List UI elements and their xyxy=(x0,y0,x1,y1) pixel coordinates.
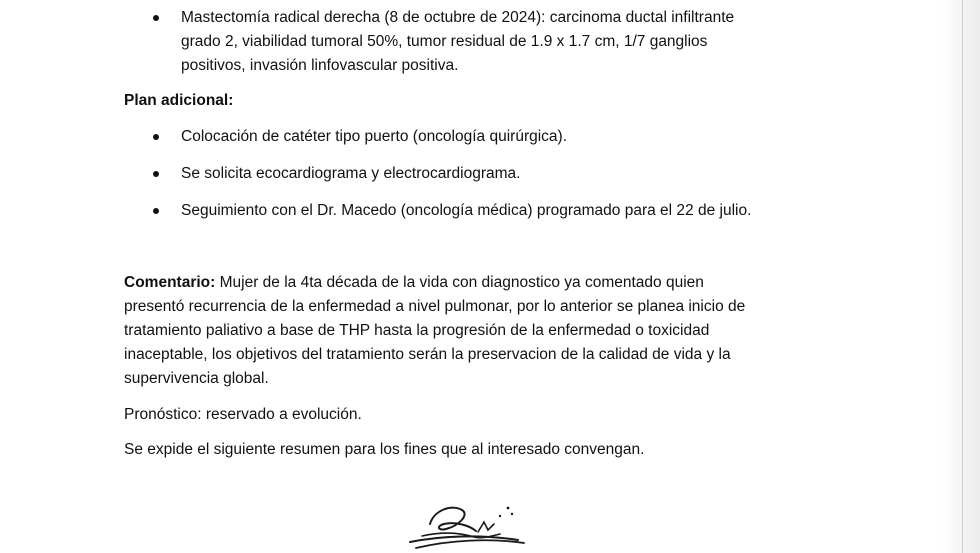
plan-item-2: Se solicita ecocardiograma y electrocardiograma. xyxy=(181,165,521,182)
signature-image xyxy=(400,496,530,553)
comment-line-4: inaceptable, los objetivos del tratamiento serán la preservacion de la calidad de vida y la xyxy=(124,346,731,363)
plan-item-3: Seguimiento con el Dr. Macedo (oncología médica) programado para el 22 de julio. xyxy=(181,202,752,219)
comment-line-3: tratamiento paliativo a base de THP hasta la progresión de la enfermedad o toxicidad xyxy=(124,322,710,339)
history-item-line-2: grado 2, viabilidad tumoral 50%, tumor residual de 1.9 x 1.7 cm, 1/7 ganglios xyxy=(181,33,708,50)
bullet-icon xyxy=(153,134,159,140)
comment-text: Mujer de la 4ta década de la vida con diagnostico ya comentado quien xyxy=(215,274,704,291)
bullet-icon xyxy=(153,208,159,214)
bullet-icon xyxy=(153,171,159,177)
plan-heading: Plan adicional: xyxy=(124,92,234,109)
comment-line-5: supervivencia global. xyxy=(124,370,269,387)
prognosis-text: Pronóstico: reservado a evolución. xyxy=(124,406,362,423)
history-item-line-1: Mastectomía radical derecha (8 de octubre de 2024): carcinoma ductal infiltrante xyxy=(181,9,735,26)
page-edge-shadow xyxy=(940,0,980,553)
comment-line-2: presentó recurrencia de la enfermedad a nivel pulmonar, por lo anterior se planea inicio de xyxy=(124,298,746,315)
comment-label: Comentario: xyxy=(124,274,216,291)
history-item-line-3: positivos, invasión linfovascular positiva. xyxy=(181,57,459,74)
comment-line-1 xyxy=(124,271,704,295)
closing-text: Se expide el siguiente resumen para los fines que al interesado convengan. xyxy=(124,441,645,458)
bullet-icon xyxy=(153,15,159,21)
plan-item-1: Colocación de catéter tipo puerto (oncología quirúrgica). xyxy=(181,128,568,145)
